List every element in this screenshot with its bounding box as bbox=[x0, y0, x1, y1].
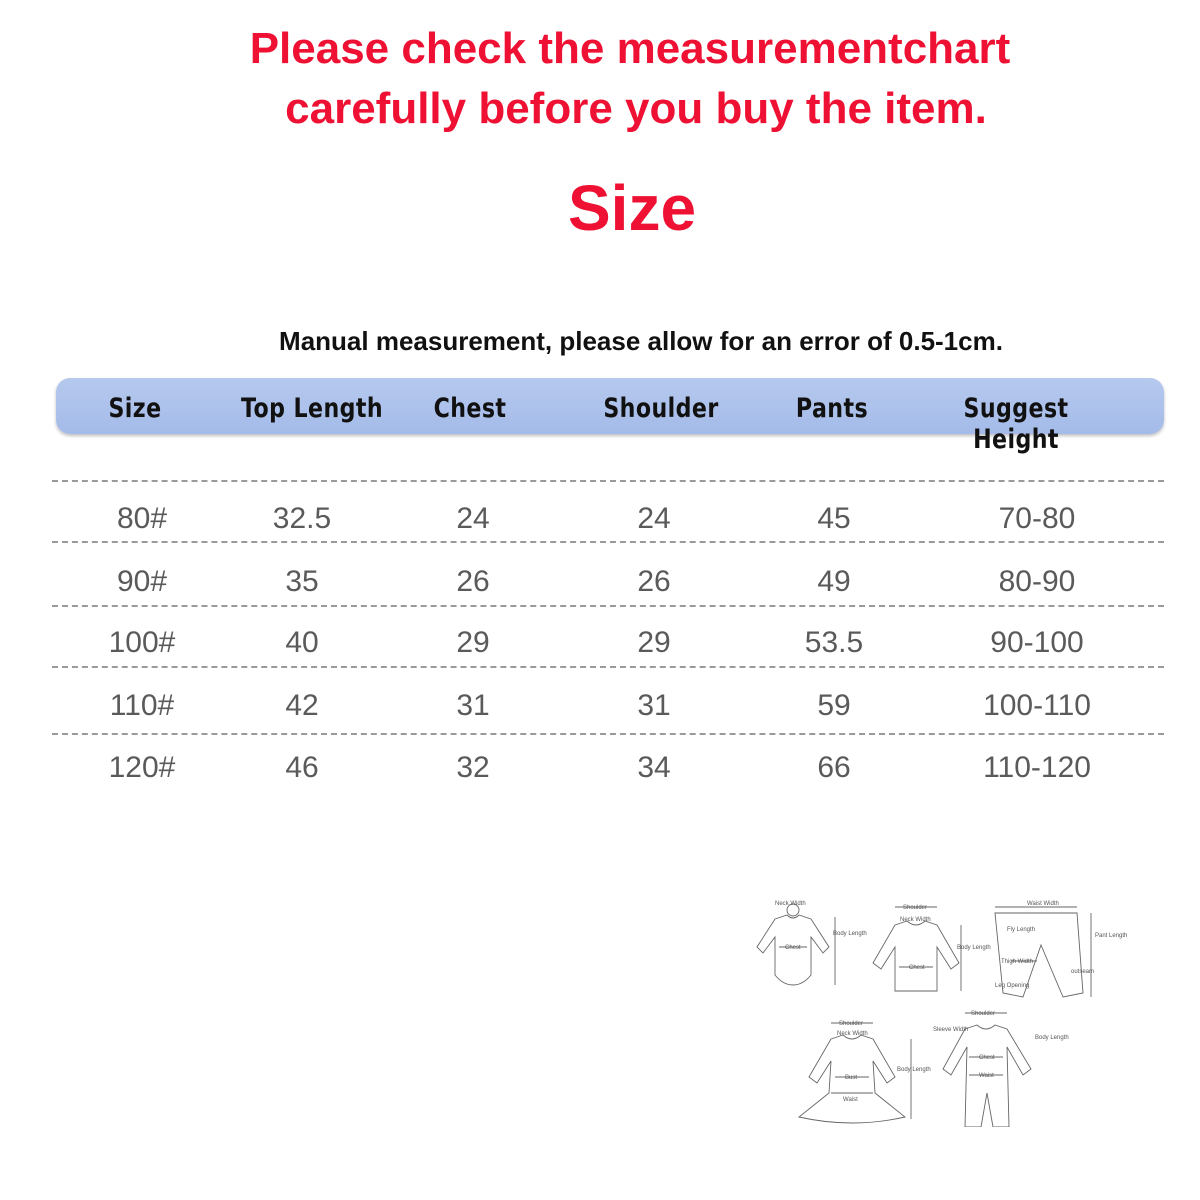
label-shoulder: Shoulder bbox=[839, 1021, 864, 1027]
label-shoulder: Shoulder bbox=[903, 905, 928, 911]
cell-shoulder: 31 bbox=[637, 689, 671, 722]
label-chest: Chest bbox=[909, 965, 925, 971]
row-divider bbox=[52, 733, 1164, 735]
label-waist: Waist bbox=[843, 1097, 858, 1103]
header-suggest-height: Suggest Height bbox=[963, 393, 1069, 455]
top-diagram bbox=[873, 905, 991, 991]
measurement-note: Manual measurement, please allow for an error of 0.5-1cm. bbox=[279, 326, 1003, 356]
cell-pants: 45 bbox=[817, 502, 851, 535]
cell-pants: 53.5 bbox=[804, 626, 864, 659]
cell-size: 100# bbox=[108, 626, 176, 659]
label-fly-length: Fly Length bbox=[1007, 927, 1036, 933]
pants-diagram bbox=[995, 901, 1127, 997]
label-waist: Waist bbox=[979, 1073, 994, 1079]
cell-size: 90# bbox=[116, 565, 168, 598]
label-sleeve-width: Sleeve Width bbox=[933, 1027, 969, 1033]
cell-pants: 66 bbox=[817, 751, 851, 784]
cell-chest: 24 bbox=[456, 502, 490, 535]
bodysuit-diagram bbox=[757, 901, 867, 985]
label-body-length: Body Length bbox=[897, 1067, 931, 1073]
header-top-length: Top Length bbox=[240, 393, 384, 424]
label-body-length: Body Length bbox=[957, 945, 991, 951]
cell-top-length: 40 bbox=[285, 626, 319, 659]
header-chest: Chest bbox=[433, 393, 507, 424]
cell-chest: 32 bbox=[456, 751, 490, 784]
cell-top-length: 32.5 bbox=[272, 502, 332, 535]
label-pant-length: Pant Length bbox=[1095, 933, 1128, 939]
row-divider bbox=[52, 480, 1164, 482]
cell-shoulder: 24 bbox=[637, 502, 671, 535]
size-heading: Size bbox=[567, 172, 697, 244]
cell-pants: 59 bbox=[817, 689, 851, 722]
cell-pants: 49 bbox=[817, 565, 851, 598]
label-thigh-width: Thigh Width bbox=[1001, 959, 1034, 965]
romper-diagram bbox=[933, 1011, 1069, 1127]
label-body-length: Body Length bbox=[833, 931, 867, 937]
label-shoulder: Shoulder bbox=[971, 1011, 996, 1017]
label-chest: Chest bbox=[785, 945, 801, 951]
cell-top-length: 42 bbox=[285, 689, 319, 722]
label-neck-width: Neck Width bbox=[900, 917, 931, 923]
row-divider bbox=[52, 541, 1164, 543]
dress-diagram bbox=[799, 1021, 931, 1123]
label-leg-opening: Leg Opening bbox=[995, 983, 1030, 989]
label-chest: Chest bbox=[979, 1055, 995, 1061]
label-body-length: Body Length bbox=[1035, 1035, 1069, 1041]
row-divider bbox=[52, 666, 1164, 668]
cell-shoulder: 26 bbox=[637, 565, 671, 598]
cell-suggest-height: 90-100 bbox=[990, 626, 1084, 659]
cell-top-length: 35 bbox=[285, 565, 319, 598]
notice-line-2: carefully before you buy the item. bbox=[285, 84, 987, 133]
cell-suggest-height: 100-110 bbox=[983, 689, 1091, 722]
cell-suggest-height: 110-120 bbox=[983, 751, 1091, 784]
header-shoulder: Shoulder bbox=[603, 393, 719, 424]
label-waist-width: Waist Width bbox=[1027, 901, 1059, 907]
cell-chest: 31 bbox=[456, 689, 490, 722]
measurement-diagrams bbox=[745, 897, 1130, 1127]
header-pants: Pants bbox=[795, 393, 869, 424]
cell-chest: 29 bbox=[456, 626, 490, 659]
row-divider bbox=[52, 605, 1164, 607]
cell-shoulder: 34 bbox=[637, 751, 671, 784]
cell-size: 120# bbox=[108, 751, 176, 784]
cell-top-length: 46 bbox=[285, 751, 319, 784]
cell-size: 110# bbox=[109, 689, 175, 722]
header-size: Size bbox=[108, 393, 162, 424]
cell-chest: 26 bbox=[456, 565, 490, 598]
cell-suggest-height: 70-80 bbox=[998, 502, 1076, 535]
label-bust: Bust bbox=[845, 1075, 858, 1081]
label-outseam: outseam bbox=[1071, 969, 1095, 975]
cell-suggest-height: 80-90 bbox=[998, 565, 1076, 598]
notice-line-1: Please check the measurementchart bbox=[249, 24, 1011, 73]
cell-shoulder: 29 bbox=[637, 626, 671, 659]
label-neck-width: Neck Width bbox=[775, 901, 806, 907]
cell-size: 80# bbox=[116, 502, 168, 535]
label-neck-width: Neck Width bbox=[837, 1031, 868, 1037]
